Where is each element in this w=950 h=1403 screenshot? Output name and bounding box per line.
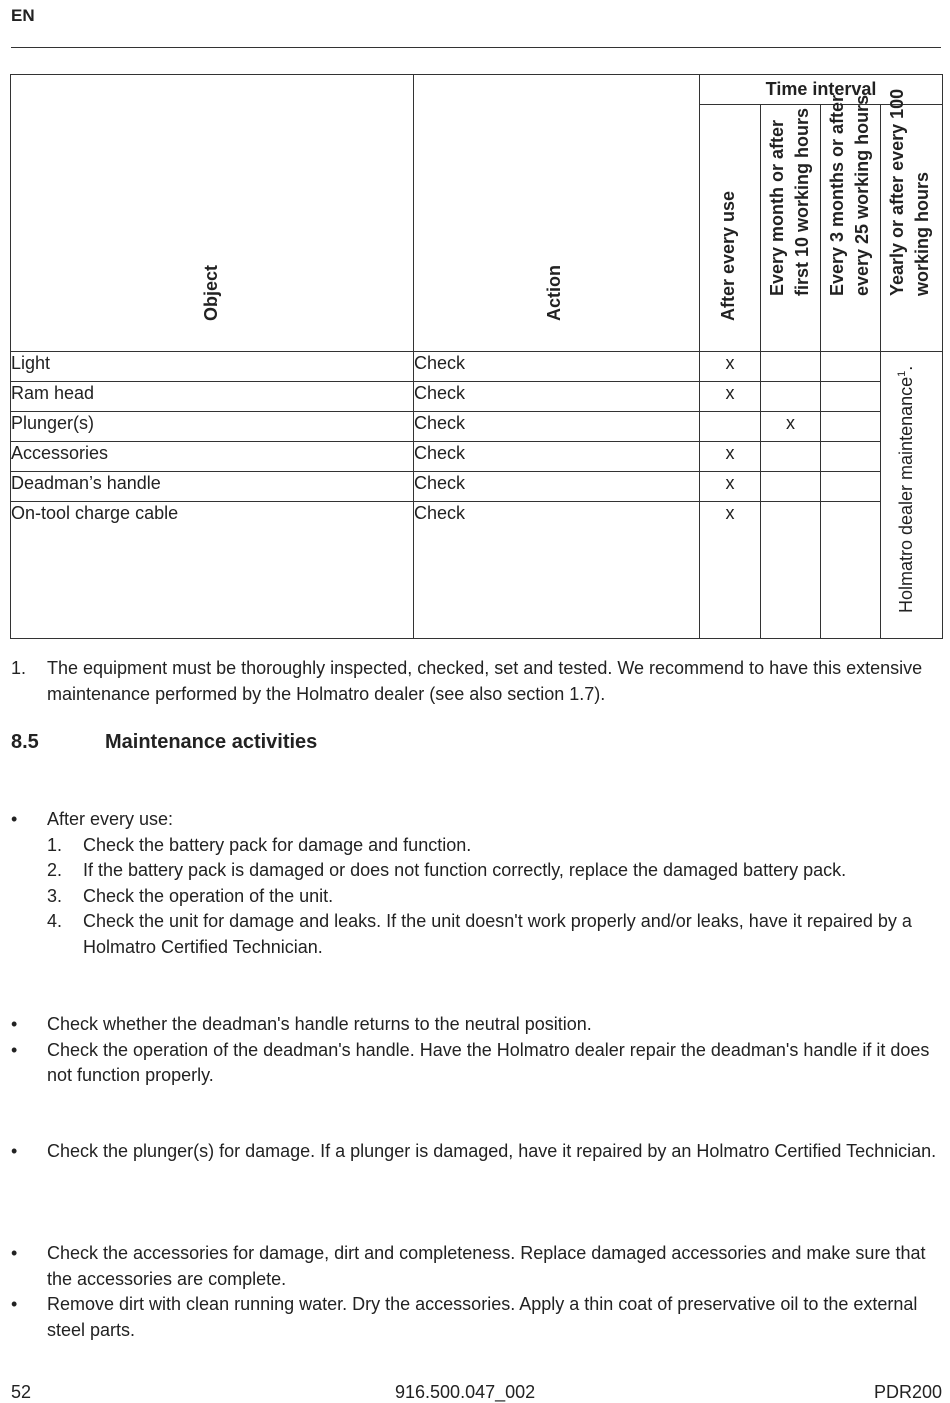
header-action: Action: [414, 75, 700, 352]
footnote: [11, 655, 941, 707]
list-item: • Check the accessories for damage, dirt and completeness. Replace damaged accessories and make sure that the accessories are complete.: [11, 1243, 926, 1289]
header-object: Object: [11, 75, 414, 352]
table-row: [11, 352, 943, 382]
header-divider: [11, 47, 941, 48]
step-item: 1. Check the battery pack for damage and function.: [47, 834, 472, 855]
model-name: PDR200: [873, 1382, 942, 1402]
mark-cell: [761, 442, 821, 472]
mark-cell: [821, 442, 881, 472]
row-action: Check: [414, 352, 700, 382]
list-item: • Check the operation of the deadman's handle. Have the Holmatro dealer repair the deadman's handle if it does not function properly.: [11, 1039, 930, 1085]
mark-cell: x: [700, 502, 761, 639]
row-object: On-tool charge cable: [11, 502, 414, 639]
row-object: Plunger(s): [11, 412, 414, 442]
header-yearly: Yearly or after every 100 working hours: [881, 105, 943, 352]
row-action: Check: [414, 442, 700, 472]
row-action: Check: [414, 382, 700, 412]
list-item: • Check the plunger(s) for damage. If a plunger is damaged, have it repaired by an Holmatro Certified Technician.: [11, 1141, 937, 1161]
plunger-block: [11, 1139, 946, 1165]
list-item: • After every use:: [11, 809, 174, 829]
mark-cell: [761, 502, 821, 639]
row-action: Check: [414, 412, 700, 442]
header-quarterly: Every 3 months or after every 25 working hours: [821, 105, 881, 352]
footnote-text: The equipment must be thoroughly inspected, checked, set and tested. We recommend to have this extensive maintenance performed by the Holmatro dealer (see also section 1.7).: [47, 658, 923, 704]
mark-cell: x: [700, 442, 761, 472]
mark-cell: x: [700, 472, 761, 502]
mark-cell: [761, 472, 821, 502]
row-object: Light: [11, 352, 414, 382]
table-row: [11, 382, 943, 412]
header-time-interval: Time interval: [700, 75, 943, 105]
maintenance-table: [10, 74, 943, 639]
mark-cell: [821, 352, 881, 382]
mark-cell: [821, 472, 881, 502]
mark-cell: [761, 352, 821, 382]
dealer-maintenance-label: Holmatro dealer maintenance$^1$.: [896, 365, 916, 613]
table-row: [11, 472, 943, 502]
mark-cell: [761, 382, 821, 412]
language-code: EN: [11, 6, 35, 25]
document-number: 916.500.047_002: [395, 1382, 536, 1402]
dealer-maintenance-cell: [881, 352, 943, 639]
row-object: Ram head: [11, 382, 414, 412]
header-monthly: Every month or after first 10 working hours: [761, 105, 821, 352]
mark-cell: [821, 502, 881, 639]
mark-cell: x: [700, 352, 761, 382]
mark-cell: [821, 412, 881, 442]
accessories-block: [11, 1241, 946, 1343]
step-item: 3. Check the operation of the unit.: [47, 885, 334, 906]
step-item: 2. If the battery pack is damaged or does not function correctly, replace the damaged battery pack.: [47, 860, 847, 880]
deadman-block: [11, 1012, 946, 1089]
section-heading: [11, 731, 317, 754]
table-row: [11, 442, 943, 472]
row-object: Accessories: [11, 442, 414, 472]
table-row: [11, 502, 943, 639]
section-number: 8.5: [11, 731, 39, 753]
footnote-number: 1.: [11, 658, 27, 678]
list-item: • Check whether the deadman's handle returns to the neutral position.: [11, 1014, 592, 1034]
row-action: Check: [414, 502, 700, 639]
step-item: 4. Check the unit for damage and leaks. If the unit doesn't work properly and/or leaks, have it repaired by a Holmatro Certified Technician.: [47, 911, 912, 957]
mark-cell: x: [700, 382, 761, 412]
list-item: • Remove dirt with clean running water. Dry the accessories. Apply a thin coat of preservative oil to the external steel parts.: [11, 1294, 918, 1340]
mark-cell: x: [761, 412, 821, 442]
header-after-every-use: After every use: [700, 105, 761, 352]
page-number: 52: [11, 1382, 32, 1402]
after-use-block: [11, 807, 946, 960]
row-object: Deadman’s handle: [11, 472, 414, 502]
row-action: Check: [414, 472, 700, 502]
table-row: [11, 412, 943, 442]
section-title: Maintenance activities: [105, 731, 318, 753]
mark-cell: [821, 382, 881, 412]
mark-cell: [700, 412, 761, 442]
